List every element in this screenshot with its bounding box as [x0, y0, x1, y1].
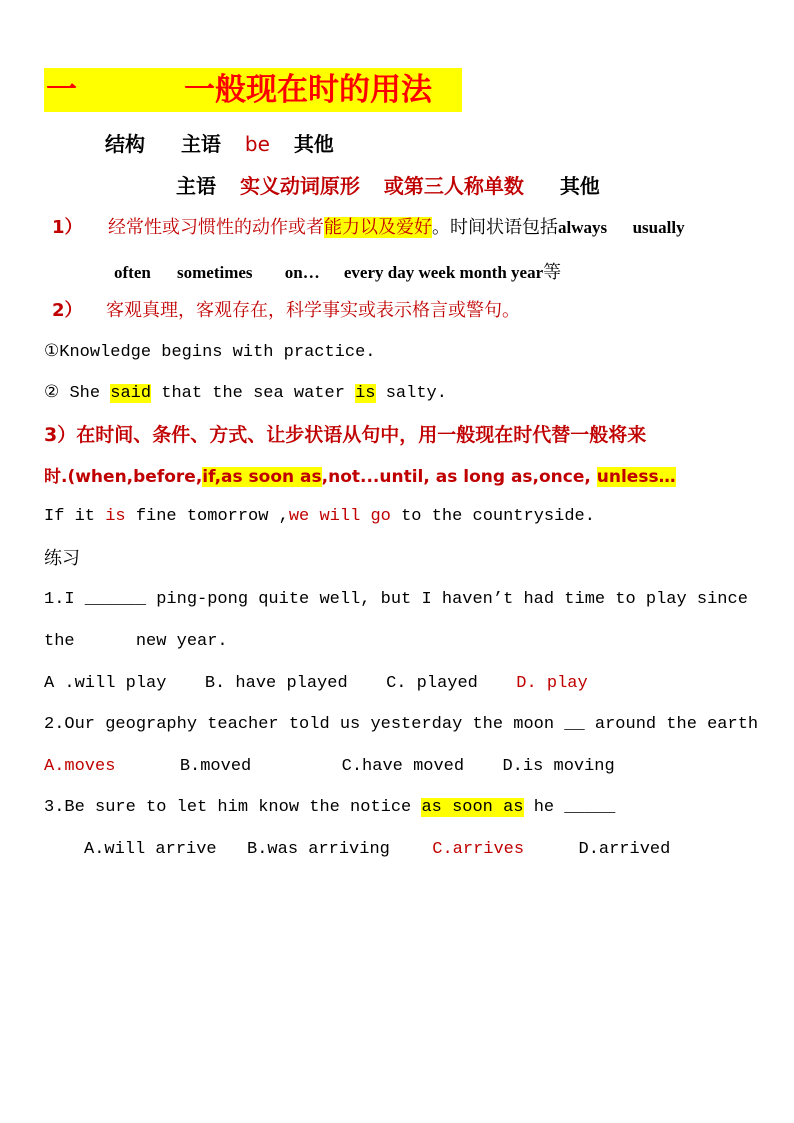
usage-2	[52, 296, 520, 322]
usage-1-text: 经常性或习惯性的动作或者	[108, 217, 324, 238]
usage-1	[52, 213, 685, 239]
usage-1-time-words-label: 。时间状语包括	[432, 217, 558, 238]
structure-line-be	[105, 128, 334, 157]
structure-subject-2: 主语	[176, 174, 216, 198]
q1-option-a: A .will play	[44, 674, 167, 693]
word-on: on…	[284, 263, 320, 282]
highlight-as-soon-as: as soon as	[421, 798, 524, 817]
structure-other: 其他	[293, 132, 334, 156]
usage-2-text: 客观真理，客观存在，科学事实或表示格言或警句。	[106, 300, 520, 321]
highlight-is: is	[355, 384, 376, 403]
usage-1-adverbs	[114, 258, 561, 284]
structure-other-2: 其他	[559, 174, 600, 198]
usage-2-number: 2）	[52, 300, 83, 321]
word-often: often	[114, 263, 151, 282]
word-sometimes: sometimes	[177, 263, 253, 282]
q1-option-c: C. played	[386, 674, 478, 693]
question-3-line-1: 3.Be sure to let him know the notice as soon as he _____	[44, 798, 616, 817]
q1-option-d-answer: D. play	[516, 674, 588, 693]
section-title-text: 一般现在时的用法	[184, 72, 432, 108]
section-number: 一	[46, 72, 77, 108]
usage-1-number: 1）	[52, 217, 83, 238]
question-1-options	[44, 674, 588, 693]
example-3: If it is fine tomorrow ,we will go to the countryside.	[44, 507, 595, 526]
example-3-we-will-go: we will go	[288, 507, 391, 526]
example-2: ② She said that the sea water is salty.	[44, 384, 447, 403]
question-1-line-2: the new year.	[44, 632, 228, 651]
q2-option-c: C.have moved	[341, 757, 465, 776]
usage-1-highlight: 能力以及爱好	[324, 217, 432, 238]
q2-option-d: D.is moving	[502, 757, 615, 776]
q3-option-b: B.was arriving	[247, 840, 390, 859]
q3-option-d: D.arrived	[578, 840, 671, 859]
question-1-line-1: 1.I ______ ping-pong quite well, but I haven’t had time to play since	[44, 590, 748, 609]
structure-subject: 主语	[180, 132, 221, 156]
word-etc: 等	[543, 262, 562, 283]
section-title	[44, 68, 462, 112]
structure-third-person: 或第三人称单数	[383, 174, 524, 198]
q3-option-c-answer: C.arrives	[432, 840, 525, 859]
highlight-said: said	[110, 384, 152, 403]
q2-option-b: B.moved	[179, 757, 252, 776]
structure-be: be	[244, 132, 270, 156]
question-2-options	[44, 757, 615, 776]
question-2-line-1: 2.Our geography teacher told us yesterday the moon __ around the earth	[44, 715, 759, 734]
highlight-unless: unless…	[596, 467, 676, 487]
structure-verb: 实义动词原形	[239, 174, 360, 198]
structure-label: 结构	[105, 132, 145, 156]
example-1: ①Knowledge begins with practice.	[44, 343, 376, 362]
practice-heading: 练习	[44, 548, 80, 569]
question-3-options	[84, 840, 670, 859]
example-3-is: is	[105, 507, 126, 526]
word-every-day: every day week month year	[343, 263, 544, 282]
q2-option-a-answer: A.moves	[44, 757, 116, 776]
structure-line-verb	[176, 170, 600, 199]
usage-3-line-2: 时.(when,before,if,as soon as,not...until, as long as,once, unless…	[44, 467, 676, 487]
usage-3-line-1: 3）在时间、条件、方式、让步状语从句中，用一般现在时代替一般将来	[44, 424, 647, 446]
q1-option-b: B. have played	[204, 674, 348, 693]
word-usually: usually	[632, 218, 685, 237]
q3-option-a: A.will arrive	[84, 840, 217, 859]
word-always: always	[558, 218, 608, 237]
highlight-if-as-soon-as: if,as soon as	[202, 467, 322, 487]
